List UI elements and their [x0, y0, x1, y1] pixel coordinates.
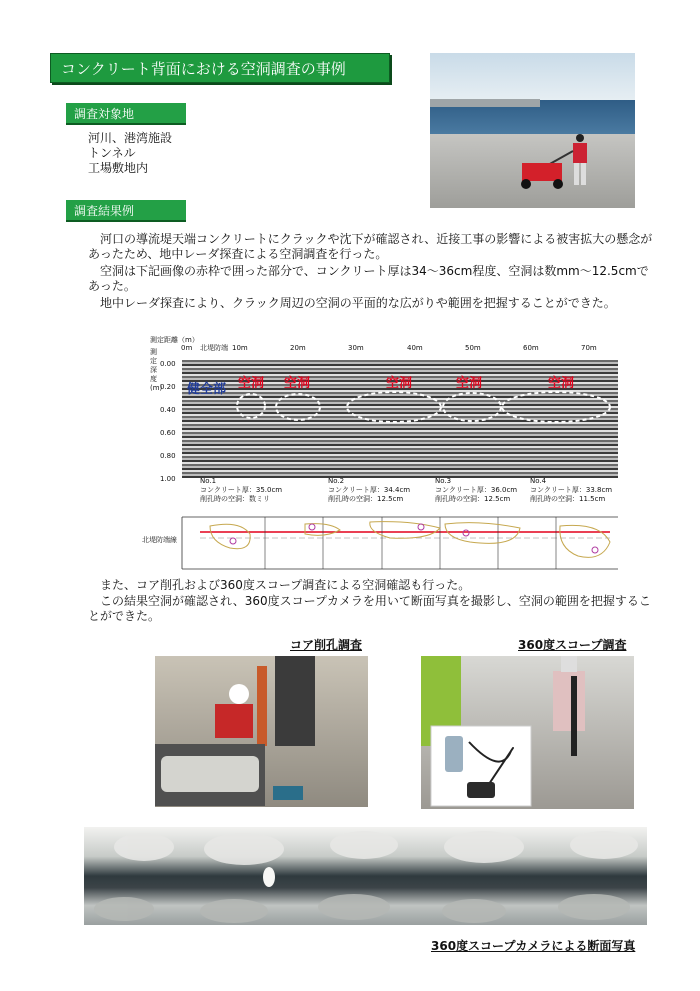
core-paragraph-1: また、コア削孔および360度スコープ調査による空洞確認も行った。	[100, 578, 471, 592]
void-label: 空洞	[238, 376, 265, 391]
depth-tick: 1.00	[160, 475, 176, 483]
tick-label: 0m	[181, 344, 193, 352]
core-drilling-photo	[155, 656, 368, 807]
result-paragraph-3: 地中レーダ探査により、クラック周辺の空洞の平面的な広がりや範囲を把握することができた。	[100, 296, 616, 310]
scope-caption: 360度スコープ調査	[518, 638, 627, 652]
void-label: 空洞	[456, 376, 483, 391]
tick-label: 40m	[407, 344, 423, 352]
tick-label: 10m	[232, 344, 248, 352]
tick-label: 50m	[465, 344, 481, 352]
plan-label: 北堤防端線	[142, 536, 177, 544]
scope-survey-photo	[421, 656, 634, 809]
core-note: No.2 コンクリート厚：34.4cm 削孔時の空洞：12.5cm	[328, 477, 411, 503]
void-label: 空洞	[284, 376, 311, 391]
plan-view	[140, 512, 620, 574]
result-paragraph-1: 河口の導流堤天端コンクリートにクラックや沈下が確認され、近接工事の影響による被害拡大の懸念があったため、地中レーダ探査による空洞調査を行った。	[88, 232, 653, 261]
core-caption: コア削孔調査	[290, 638, 363, 652]
depth-tick: 0.20	[160, 383, 176, 391]
target-list	[88, 131, 172, 176]
target-item: 工場敷地内	[88, 161, 149, 175]
core-note: No.1 コンクリート厚：35.0cm 削孔時の空洞：数ミリ	[200, 477, 283, 503]
cross-section-photo	[84, 827, 647, 925]
tick-label: 70m	[581, 344, 597, 352]
void-label: 空洞	[548, 376, 575, 391]
core-paragraph-2: この結果空洞が確認され、360度スコープカメラを用いて断面写真を撮影し、空洞の範囲を把握することができた。	[88, 594, 651, 623]
target-item: トンネル	[88, 146, 136, 160]
tick-label: 20m	[290, 344, 306, 352]
section-target-label: 調査対象地	[66, 103, 186, 125]
tick-label: 30m	[348, 344, 364, 352]
core-note: No.4 コンクリート厚：33.8cm 削孔時の空洞：11.5cm	[530, 477, 613, 503]
page-title: コンクリート背面における空洞調査の事例	[50, 53, 390, 83]
result-paragraph-2: 空洞は下記画像の赤枠で囲った部分で、コンクリート厚は34～36cm程度、空洞は数mm～12.5cmであった。	[88, 264, 649, 293]
core-notes	[200, 477, 640, 507]
section-photo-caption: 360度スコープカメラによる断面写真	[431, 939, 636, 953]
depth-tick: 0.60	[160, 429, 176, 437]
start-label: 北堤防端	[200, 344, 228, 352]
healthy-label: 健全部	[187, 382, 227, 397]
tick-label: 60m	[523, 344, 539, 352]
radar-profile-figure	[140, 336, 620, 483]
section-result-label: 調査結果例	[66, 200, 186, 222]
depth-axis-title: 測 定 深 度 (m)	[150, 348, 163, 392]
void-outlines	[140, 336, 620, 478]
target-item: 河川、港湾施設	[88, 131, 173, 145]
distance-axis-title: 測定距離（m）	[150, 336, 199, 344]
void-label: 空洞	[386, 376, 413, 391]
gpr-survey-photo	[430, 53, 635, 208]
depth-tick: 0.80	[160, 452, 176, 460]
depth-tick: 0.40	[160, 406, 176, 414]
core-note: No.3 コンクリート厚：36.0cm 削孔時の空洞：12.5cm	[435, 477, 518, 503]
depth-tick: 0.00	[160, 360, 176, 368]
